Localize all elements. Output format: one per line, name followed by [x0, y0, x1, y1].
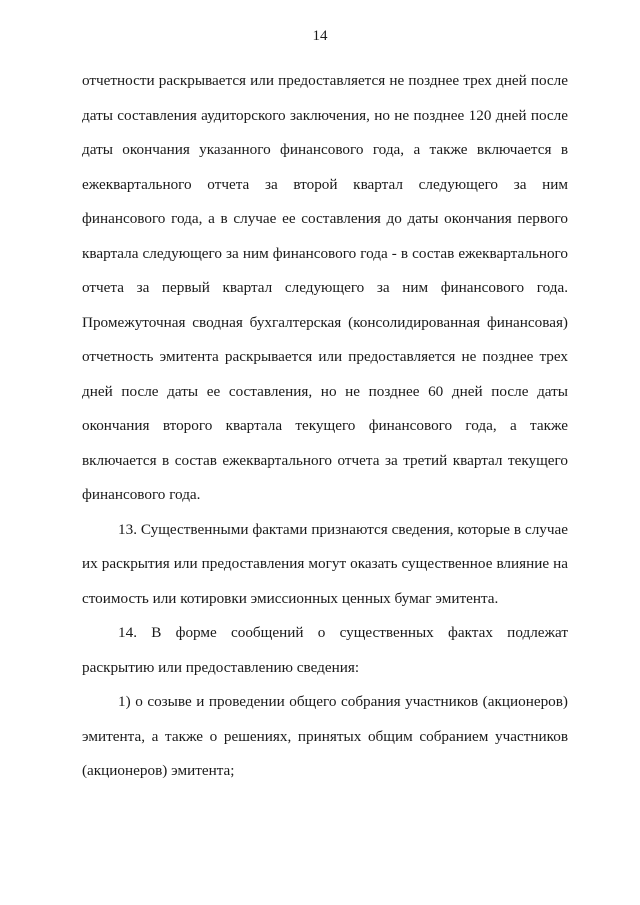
text-line: отчета за первый квартал следующего за ним финансового года.	[82, 279, 568, 296]
text-line: дней после даты ее составления, но не позднее 60 дней после даты	[82, 382, 568, 400]
text-line: даты составления аудиторского заключения, но не позднее 120 дней после	[82, 106, 568, 124]
page-number: 14	[312, 28, 328, 44]
paragraph-item-13	[82, 513, 568, 617]
text-line: даты окончания указанного финансового года, а также включается в	[82, 141, 568, 158]
text-line: окончания второго квартала текущего финансового года, а также	[82, 417, 568, 434]
text-line: 13. Существенными фактами признаются сведения, которые в случае	[118, 520, 568, 538]
text-line: 1) о созыве и проведении общего собрания участников (акционеров)	[118, 693, 568, 710]
text-line: финансового года.	[82, 486, 201, 503]
text-line: ежеквартального отчета за второй квартал следующего за ним	[82, 175, 568, 193]
text-line: стоимость или котировки эмиссионных ценных бумаг эмитента.	[82, 589, 499, 607]
body-text	[82, 64, 568, 789]
paragraph-item-14	[82, 616, 568, 685]
text-line: раскрытию или предоставлению сведения:	[82, 658, 360, 676]
text-line: отчетность эмитента раскрывается или предоставляется не позднее трех	[82, 348, 568, 365]
text-line: квартала следующего за ним финансового года - в состав ежеквартального	[82, 244, 568, 262]
text-line: отчетности раскрывается или предоставляется не позднее трех дней после	[82, 72, 568, 89]
text-line: 14. В форме сообщений о существенных фактах подлежат	[118, 624, 568, 641]
text-line: их раскрытия или предоставления могут оказать существенное влияние на	[82, 555, 568, 572]
text-line: (акционеров) эмитента;	[82, 762, 235, 779]
text-line: включается в состав ежеквартального отчета за третий квартал текущего	[82, 451, 568, 469]
text-line: эмитента, а также о решениях, принятых общим собранием участников	[82, 727, 568, 745]
text-line: финансового года, а в случае ее составления до даты окончания первого	[82, 210, 568, 227]
paragraph-continuation	[82, 64, 568, 513]
paragraph-subitem-1	[82, 685, 568, 789]
text-line: Промежуточная сводная бухгалтерская (консолидированная финансовая)	[82, 313, 568, 331]
